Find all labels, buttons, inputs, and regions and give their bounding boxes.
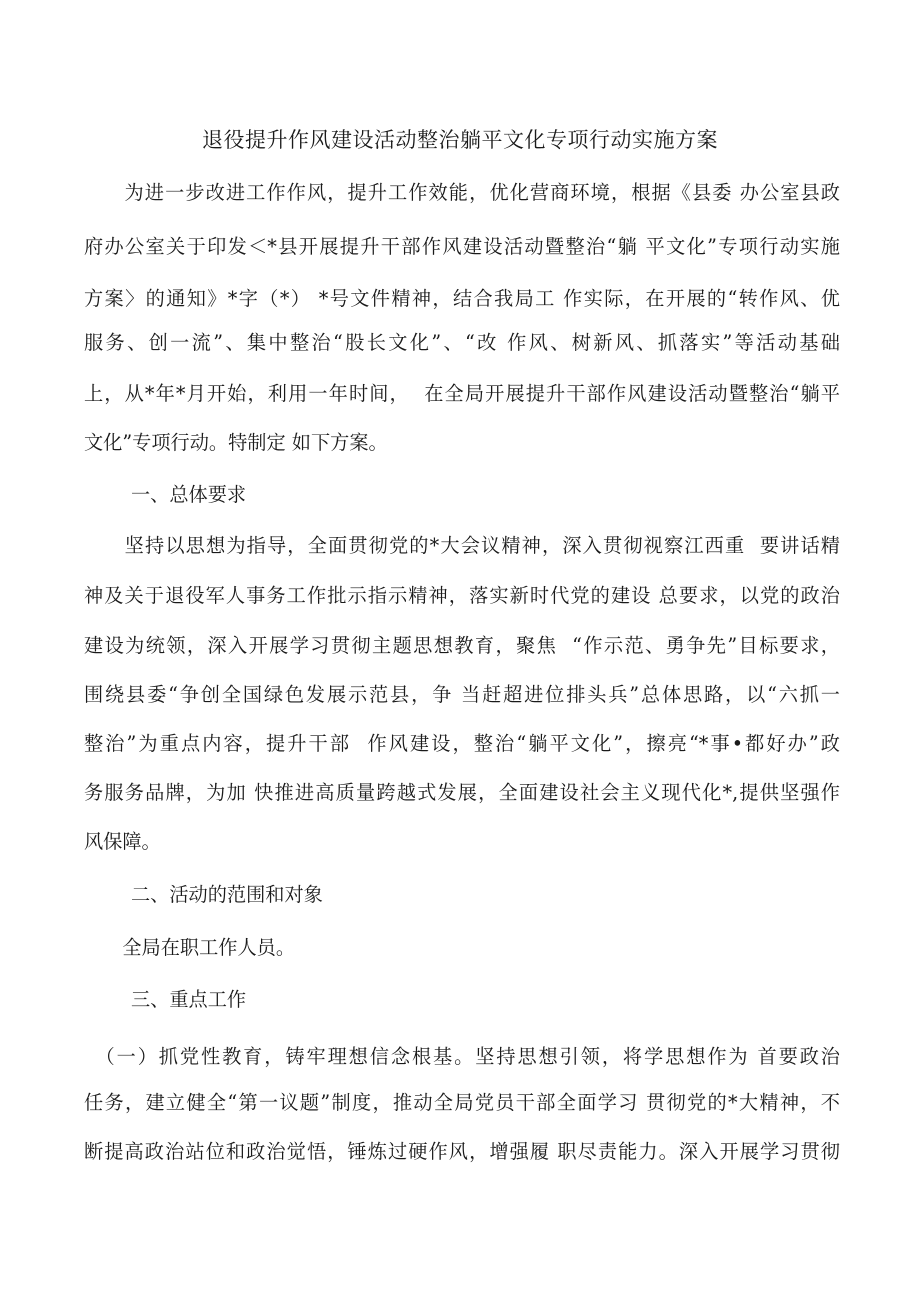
section1-line: 整治”为重点内容，提升干部 作风建设，整治“躺平文化”，擦亮“*事•都好办”政 (84, 732, 840, 755)
section1-line: 风保障。 (84, 830, 161, 853)
intro-line: 为进一步改进工作作风，提升工作效能，优化营商环境，根据《县委 办公室县政 (84, 181, 840, 204)
intro-line: 文化”专项行动。特制定 如下方案。 (84, 431, 388, 454)
section1-line: 坚持以思想为指导，全面贯彻党的*大会议精神，深入贯彻视察江西重 要讲话精 (84, 534, 840, 557)
section1-line: 建设为统领，深入开展学习贯彻主题思想教育，聚焦 “作示范、勇争先”目标要求， (84, 634, 840, 657)
intro-line: 服务、创一流”、集中整治“股长文化”、“改 作风、树新风、抓落实”等活动基础 (84, 331, 840, 354)
section2-line: 全局在职工作人员。 (84, 936, 296, 959)
section3-line: 断提高政治站位和政治觉悟，锤炼过硬作风，增强履 职尽责能力。深入开展学习贯彻 (84, 1140, 840, 1163)
section1-line: 神及关于退役军人事务工作批示指示精神，落实新时代党的建设 总要求，以党的政治 (84, 584, 840, 607)
intro-line: 方案〉的通知》*字（*） *号文件精神，结合我局工 作实际，在开展的“转作风、优 (84, 287, 840, 310)
intro-line: 府办公室关于印发＜*县开展提升干部作风建设活动暨整治“躺 平文化”专项行动实施 (84, 235, 840, 258)
section3-line: （一）抓党性教育，铸牢理想信念根基。坚持思想引领，将学思想作为 首要政治 (84, 1045, 840, 1068)
section-heading-3: 三、重点工作 (131, 988, 247, 1011)
section1-line: 务服务品牌，为加 快推进高质量跨越式发展，全面建设社会主义现代化*,提供坚强作 (84, 781, 840, 804)
section-heading-2: 二、活动的范围和对象 (131, 883, 323, 906)
section1-line: 围绕县委“争创全国绿色发展示范县，争 当赶超进位排头兵”总体思路，以“六抓一 (84, 683, 840, 706)
intro-line: 上，从*年*月开始，利用一年时间， 在全局开展提升干部作风建设活动暨整治“躺平 (84, 382, 840, 405)
section3-line: 任务，建立健全“第一议题”制度，推动全局党员干部全面学习 贯彻党的*大精神，不 (84, 1091, 840, 1114)
document-title: 退役提升作风建设活动整治躺平文化专项行动实施方案 (202, 128, 718, 152)
section-heading-1: 一、总体要求 (131, 483, 247, 506)
